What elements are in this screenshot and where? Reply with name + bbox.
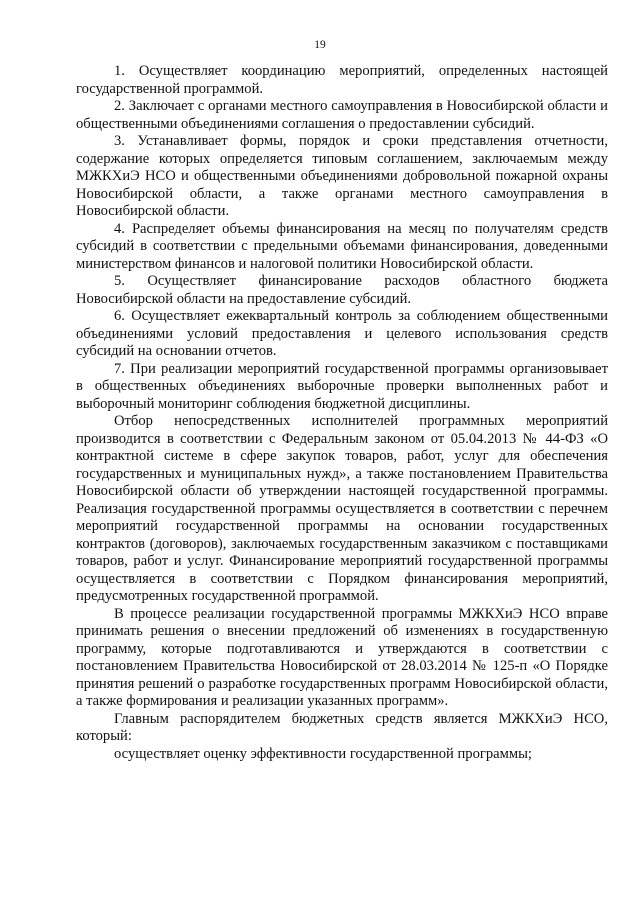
paragraph-amendments: В процессе реализации государственной программы МЖКХиЭ НСО вправе принимать решения о внесении предложений об изменениях в государственную программу, которые подготавливаются и утверждаются в соответствии с постановлением Правительства Новосибирской от 28.03.2014 № 125-п «О Порядке принятия решений о разработке государственных программ Новосибирской области, а также формирования и реализации указанных программ». [76,605,608,709]
document-body [76,63,608,763]
paragraph-selection: Отбор непосредственных исполнителей программных мероприятий производится в соответствии с Федеральным законом от 05.04.2013 № 44-ФЗ «О контрактной системе в сфере закупок товаров, работ, услуг для обеспечения государственных и муниципальных нужд», а также постановлением Правительства Новосибирской области об утверждении настоящей государственной программы. Реализация государственной программы осуществляется в соответствии с перечнем мероприятий государственной программы на основании государственных контрактов (договоров), заключаемых государственным заказчиком с поставщиками товаров, работ и услуг. Финансирование мероприятий государственной программы осуществляется в соответствии с Порядком финансирования мероприятий, предусмотренных государственной программой. [76,413,608,604]
paragraph-chief-manager: Главным распорядителем бюджетных средств является МЖКХиЭ НСО, который: [76,710,608,744]
paragraph-4: 4. Распределяет объемы финансирования на месяц по получателям средств субсидий в соответствии с предельными объемами финансирования, доведенными министерством финансов и налоговой политики Новосибирской области. [76,220,608,272]
paragraph-7: 7. При реализации мероприятий государственной программы организовывает в общественных объединениях выборочные проверки выполненных работ и выборочный мониторинг соблюдения бюджетной дисциплины. [76,360,608,412]
paragraph-2: 2. Заключает с органами местного самоуправления в Новосибирской области и общественными объединениями соглашения о предоставлении субсидий. [76,98,608,132]
paragraph-6: 6. Осуществляет ежеквартальный контроль за соблюдением общественными объединениями условий предоставления и целевого использования средств субсидий на основании отчетов. [76,308,608,359]
paragraph-3: 3. Устанавливает формы, порядок и сроки представления отчетности, содержание которых определяется типовым соглашением, заключаемым между МЖКХиЭ НСО и общественными объединениями добровольной пожарной охраны Новосибирской области, а также органами местного самоуправления в Новосибирской области. [76,133,608,219]
page-number: 19 [314,39,326,51]
paragraph-5: 5. Осуществляет финансирование расходов областного бюджета Новосибирской области на предоставление субсидий. [76,273,608,307]
paragraph-evaluation: осуществляет оценку эффективности государственной программы; [114,745,532,762]
paragraph-1: 1. Осуществляет координацию мероприятий, определенных настоящей государственной программой. [76,63,608,97]
